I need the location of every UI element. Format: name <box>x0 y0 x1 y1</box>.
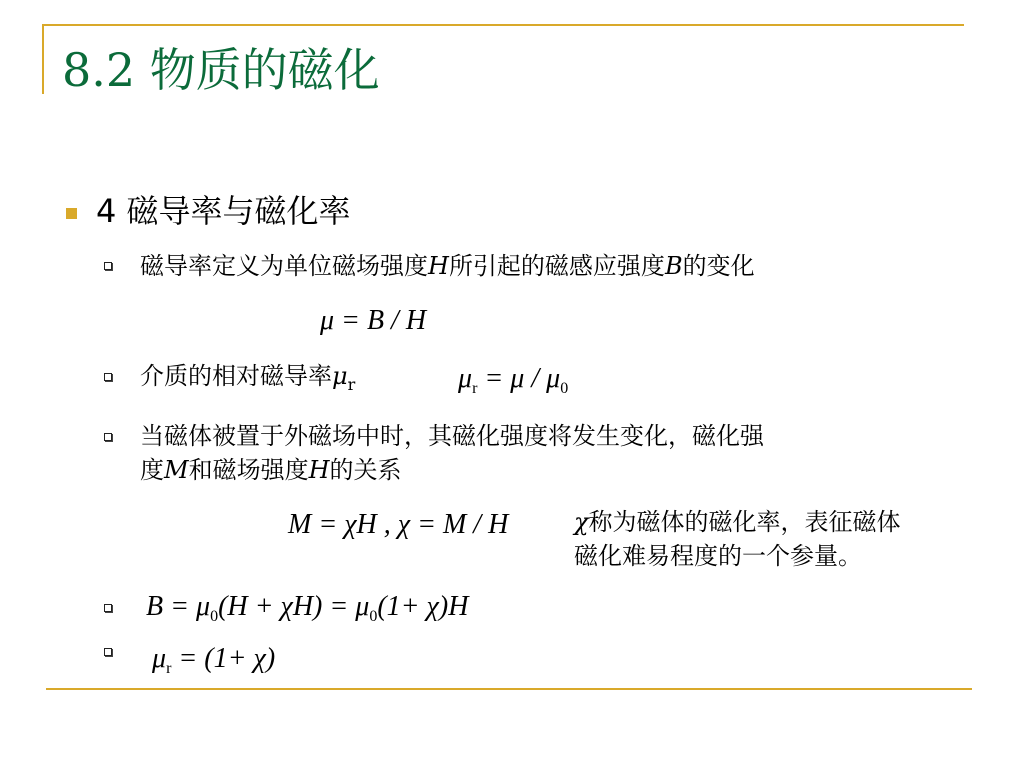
top-rule <box>42 24 964 26</box>
bullet-3-line2 <box>140 454 402 486</box>
bullet-2-text <box>140 360 355 401</box>
b5-rest: = (1+ χ) <box>171 643 276 674</box>
bottom-rule <box>46 688 972 690</box>
eq-sub-r: r <box>472 380 478 397</box>
bullet-1-text-b: 所引起的磁感应强度 <box>448 252 665 280</box>
b4-post: (1+ χ)H <box>377 591 469 622</box>
level1-bullet <box>66 208 77 219</box>
sub-r: r <box>347 375 356 394</box>
equation-relative-permeability <box>458 362 568 406</box>
b4-sub2: 0 <box>369 608 378 625</box>
sub-bullet-4 <box>104 604 112 612</box>
susceptibility-note-line1 <box>574 506 901 538</box>
bullet-1-text <box>140 250 755 282</box>
chi-symbol: χ <box>574 508 589 536</box>
note-text-1: 称为磁体的磁化率，表征磁体 <box>588 508 901 536</box>
bullet-3-text-b: 和磁场强度 <box>188 456 309 484</box>
b5-sub: r <box>166 660 172 677</box>
var-b: B <box>664 252 683 280</box>
bullet-3-text-a: 度 <box>140 456 164 484</box>
section-heading: 4 磁导率与磁化率 <box>96 192 351 230</box>
equation-mu-b-h: μ = B / H <box>320 305 427 336</box>
b4-pre: B = μ <box>146 591 211 622</box>
equation-magnetization: M = χH , χ = M / H <box>288 509 509 540</box>
eq-sub-0: 0 <box>560 380 569 397</box>
sub-bullet-3 <box>104 433 112 441</box>
var-h: H <box>428 252 449 280</box>
bullet-3-line1: 当磁体被置于外磁场中时，其磁化强度将发生变化，磁化强 <box>140 422 764 450</box>
var-m: M <box>164 456 189 484</box>
equation-mu-r <box>152 642 275 686</box>
var-h-2: H <box>308 456 330 484</box>
bullet-1-text-c: 的变化 <box>682 252 755 280</box>
bullet-3-text-c: 的关系 <box>329 456 402 484</box>
eq-rest: = μ / μ <box>477 363 561 394</box>
slide-title: 8.2 物质的磁化 <box>62 43 380 97</box>
equation-b-field <box>146 590 468 634</box>
susceptibility-note-line2: 磁化难易程度的一个参量。 <box>574 542 862 570</box>
eq-mu: μ <box>458 363 473 394</box>
bullet-2-label: 介质的相对磁导率 <box>140 362 332 390</box>
mu-symbol: μ <box>332 362 348 390</box>
sub-bullet-2 <box>104 373 112 381</box>
sub-bullet-5 <box>104 648 112 656</box>
left-rule <box>42 24 44 94</box>
bullet-1-text-a: 磁导率定义为单位磁场强度 <box>140 252 428 280</box>
b5-mu: μ <box>152 643 167 674</box>
sub-bullet-1 <box>104 262 112 270</box>
b4-sub1: 0 <box>210 608 219 625</box>
b4-mid: (H + χH) = μ <box>218 591 370 622</box>
